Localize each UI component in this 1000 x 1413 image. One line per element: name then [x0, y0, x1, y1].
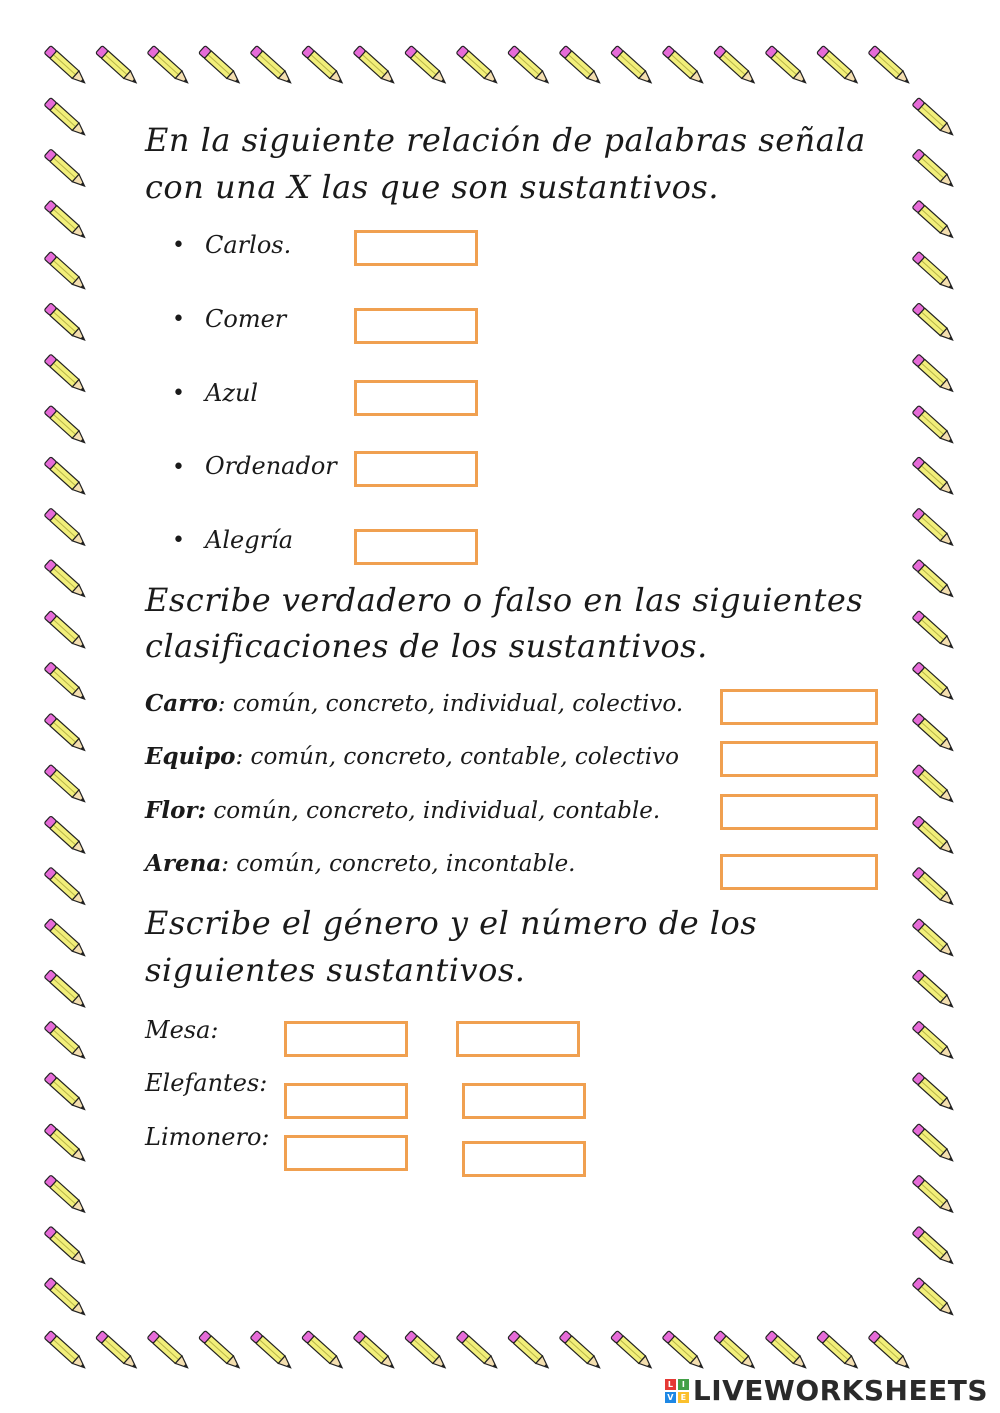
answer-box-carlos[interactable] [354, 230, 478, 266]
pencil-icon [765, 1331, 809, 1372]
pencil-icon [559, 46, 603, 87]
gender-box-mesa[interactable] [284, 1021, 408, 1057]
pencil-icon [44, 1175, 88, 1216]
answer-box-comer[interactable] [354, 308, 478, 344]
pencil-icon [817, 46, 861, 87]
section1-heading-line1: En la siguiente relación de palabras señala [145, 121, 866, 159]
pencil-icon [250, 46, 294, 87]
pencil-icon [44, 662, 88, 703]
pencil-icon [44, 970, 88, 1011]
pencil-icon [44, 611, 88, 652]
pencil-icon [611, 46, 655, 87]
pencil-icon [912, 457, 956, 498]
pencil-icon [912, 867, 956, 908]
list-item-azul: Azul [205, 379, 259, 407]
pencil-icon [44, 764, 88, 805]
pencil-icon [456, 1331, 500, 1372]
pencil-icon [44, 918, 88, 959]
pencil-icon [912, 1072, 956, 1113]
pencil-icon [456, 46, 500, 87]
pencil-icon [353, 46, 397, 87]
gender-box-elefantes[interactable] [284, 1083, 408, 1119]
answer-box-ordenador[interactable] [354, 451, 478, 487]
bullet-icon: • [172, 528, 185, 553]
number-box-mesa[interactable] [456, 1021, 580, 1057]
statement-text: : común, concreto, incontable. [221, 851, 576, 877]
pencil-icon [44, 354, 88, 395]
logo-letter: V [665, 1392, 676, 1403]
logo-letter: E [678, 1392, 689, 1403]
bullet-icon: • [172, 381, 185, 406]
pencil-icon [912, 303, 956, 344]
pencil-icon [44, 1072, 88, 1113]
pencil-icon [405, 1331, 449, 1372]
pencil-icon [44, 816, 88, 857]
pencil-icon [44, 98, 88, 139]
statement-flor [145, 797, 660, 824]
answer-box-alegria[interactable] [354, 529, 478, 565]
pencil-icon [147, 46, 191, 87]
pencil-icon [912, 559, 956, 600]
pencil-icon [662, 1331, 706, 1372]
pencil-icon [714, 46, 758, 87]
pencil-icon [44, 251, 88, 292]
liveworksheets-logo-icon [665, 1379, 689, 1403]
pencil-icon [44, 1124, 88, 1165]
pencil-icon [912, 1124, 956, 1165]
pencil-icon [912, 816, 956, 857]
pencil-icon [96, 1331, 140, 1372]
pencil-icon [912, 405, 956, 446]
pencil-icon [44, 405, 88, 446]
pencil-icon [44, 1021, 88, 1062]
pencil-icon [817, 1331, 861, 1372]
answer-box-azul[interactable] [354, 380, 478, 416]
pencil-icon [96, 46, 140, 87]
pencil-icon [611, 1331, 655, 1372]
logo-letter: L [665, 1379, 676, 1390]
pencil-icon [302, 46, 346, 87]
answer-box-flor[interactable] [720, 794, 878, 830]
pencil-icon [44, 1277, 88, 1318]
number-box-elefantes[interactable] [462, 1083, 586, 1119]
statement-text: : común, concreto, individual, colectivo. [217, 691, 684, 717]
pencil-icon [714, 1331, 758, 1372]
list-item-ordenador: Ordenador [205, 452, 337, 480]
pencil-icon [912, 1226, 956, 1267]
pencil-icon [912, 200, 956, 241]
statement-equipo [145, 743, 679, 770]
pencil-icon [44, 1331, 88, 1372]
statement-word: Equipo [145, 743, 236, 770]
pencil-icon [912, 251, 956, 292]
pencil-icon [199, 1331, 243, 1372]
pencil-icon [868, 1331, 912, 1372]
list-item-comer: Comer [205, 305, 287, 333]
pencil-icon [765, 46, 809, 87]
statement-word: Carro [145, 690, 218, 717]
pencil-icon [405, 46, 449, 87]
bullet-icon: • [172, 233, 185, 258]
liveworksheets-brand [665, 1374, 988, 1407]
logo-letter: I [678, 1379, 689, 1390]
pencil-icon [912, 149, 956, 190]
pencil-icon [44, 200, 88, 241]
statement-word: Flor: [145, 797, 207, 824]
pencil-icon [912, 1021, 956, 1062]
statement-text: común, concreto, individual, contable. [206, 798, 661, 824]
pencil-icon [912, 764, 956, 805]
pencil-icon [44, 1226, 88, 1267]
section1-heading-line2: con una X las que son sustantivos. [145, 168, 719, 206]
pencil-icon [662, 46, 706, 87]
noun-label-elefantes: Elefantes: [145, 1069, 268, 1097]
pencil-icon [508, 46, 552, 87]
pencil-icon [44, 46, 88, 87]
pencil-icon [147, 1331, 191, 1372]
brand-name: LIVEWORKSHEETS [692, 1374, 988, 1407]
pencil-icon [912, 662, 956, 703]
list-item-alegria: Alegría [205, 526, 294, 554]
pencil-icon [44, 303, 88, 344]
bullet-icon: • [172, 455, 185, 480]
pencil-icon [912, 1175, 956, 1216]
pencil-icon [912, 1277, 956, 1318]
pencil-icon [44, 559, 88, 600]
pencil-icon [559, 1331, 603, 1372]
pencil-icon [302, 1331, 346, 1372]
noun-label-limonero: Limonero: [145, 1123, 270, 1151]
section3-heading-line2: siguientes sustantivos. [145, 951, 526, 989]
number-box-limonero[interactable] [462, 1141, 586, 1177]
pencil-icon [912, 970, 956, 1011]
pencil-icon [912, 713, 956, 754]
statement-text: : común, concreto, contable, colectivo [235, 744, 679, 770]
pencil-icon [44, 457, 88, 498]
answer-box-arena[interactable] [720, 854, 878, 890]
pencil-icon [250, 1331, 294, 1372]
pencil-icon [508, 1331, 552, 1372]
statement-arena [145, 850, 576, 877]
answer-box-carro[interactable] [720, 689, 878, 725]
pencil-icon [868, 46, 912, 87]
pencil-icon [353, 1331, 397, 1372]
list-item-carlos: Carlos. [205, 231, 292, 259]
statement-carro [145, 690, 683, 717]
bullet-icon: • [172, 307, 185, 332]
pencil-icon [912, 98, 956, 139]
statement-word: Arena [145, 850, 222, 877]
noun-label-mesa: Mesa: [145, 1016, 219, 1044]
pencil-icon [199, 46, 243, 87]
gender-box-limonero[interactable] [284, 1135, 408, 1171]
pencil-icon [44, 867, 88, 908]
answer-box-equipo[interactable] [720, 741, 878, 777]
pencil-icon [912, 918, 956, 959]
pencil-icon [912, 354, 956, 395]
pencil-icon [912, 508, 956, 549]
section2-heading-line1: Escribe verdadero o falso en las siguientes [145, 581, 864, 619]
section2-heading-line2: clasificaciones de los sustantivos. [145, 627, 708, 665]
pencil-icon [912, 611, 956, 652]
pencil-icon [44, 508, 88, 549]
pencil-icon [44, 713, 88, 754]
pencil-icon [44, 149, 88, 190]
section3-heading-line1: Escribe el género y el número de los [145, 904, 758, 942]
